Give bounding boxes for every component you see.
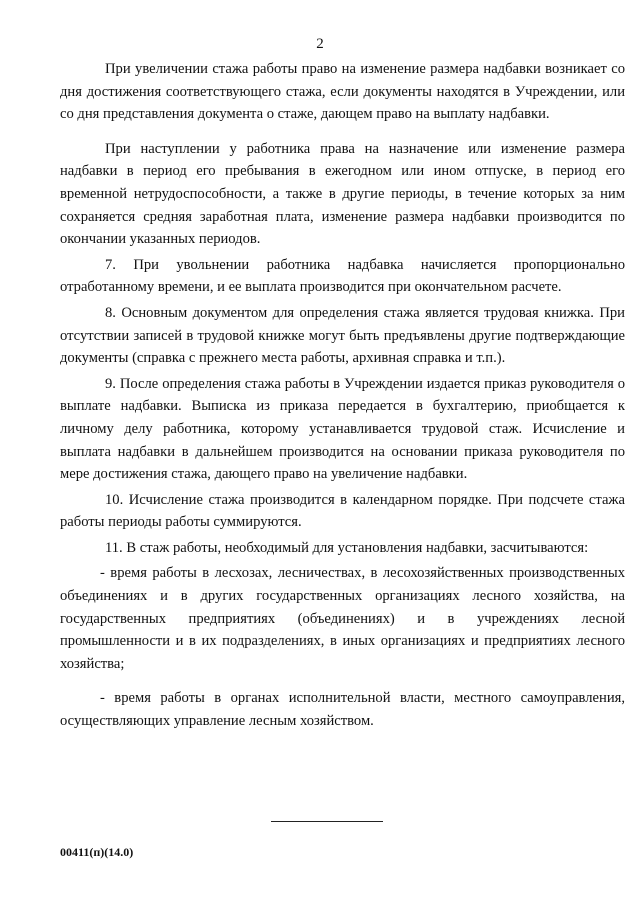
list-item-government-work: - время работы в органах исполнительной власти, местного самоуправления, осуществляющих управление лесным хозяйством. xyxy=(60,690,625,730)
paragraph-item-7: 7. При увольнении работника надбавка начисляется пропорционально отработанному времени, и ее выплата производится при окончательном расчете. xyxy=(60,256,625,296)
footer-divider xyxy=(271,821,383,822)
paragraph-item-8: 8. Основным документом для определения стажа является трудовая книжка. При отсутствии записей в трудовой книжке могут быть предъявлены другие подтверждающие документы (справка с прежнего места работы, архивная справка и т.п.). xyxy=(60,304,625,367)
paragraph-item-9: 9. После определения стажа работы в Учреждении издается приказ руководителя о выплате надбавки. Выписка из приказа передается в бухгалтерию, приобщается к личному делу работника, которому устанавливается трудовой стаж. Исчисление и выплата надбавки в дальнейшем производится на основании приказа руководителя по мере достижения стажа, дающего право на увеличение надбавки. xyxy=(60,375,625,483)
document-body xyxy=(60,58,625,736)
paragraph-leave-periods: При наступлении у работника права на назначение или изменение размера надбавки в период его пребывания в ежегодном или ином отпуске, в период его временной нетрудоспособности, а также в другие периоды, в течение которых за ним сохраняется средняя заработная плата, изменение размера надбавки производится по окончании указанных периодов. xyxy=(60,140,625,248)
paragraph-item-11: 11. В стаж работы, необходимый для установления надбавки, засчитываются: xyxy=(105,539,589,556)
list-item-forestry-work: - время работы в лесхозах, лесничествах, в лесохозяйственных производственных объединениях и в других государственных организациях лесного хозяйства, на государственных предприятиях (объединениях) и в учреждениях лесной промышленности и в их подразделениях, в иных организациях и предприятиях лесного хозяйства; xyxy=(60,565,625,672)
document-code: 00411(п)(14.0) xyxy=(60,845,134,859)
paragraph-item-10: 10. Исчисление стажа производится в календарном порядке. При подсчете стажа работы периоды работы суммируются. xyxy=(60,491,625,531)
paragraph-seniority-increase: При увеличении стажа работы право на изменение размера надбавки возникает со дня достижения соответствующего стажа, если документы находятся в Учреждении, или со дня представления документа о стаже, дающем право на выплату надбавки. xyxy=(60,61,625,123)
page-number: 2 xyxy=(316,36,324,52)
